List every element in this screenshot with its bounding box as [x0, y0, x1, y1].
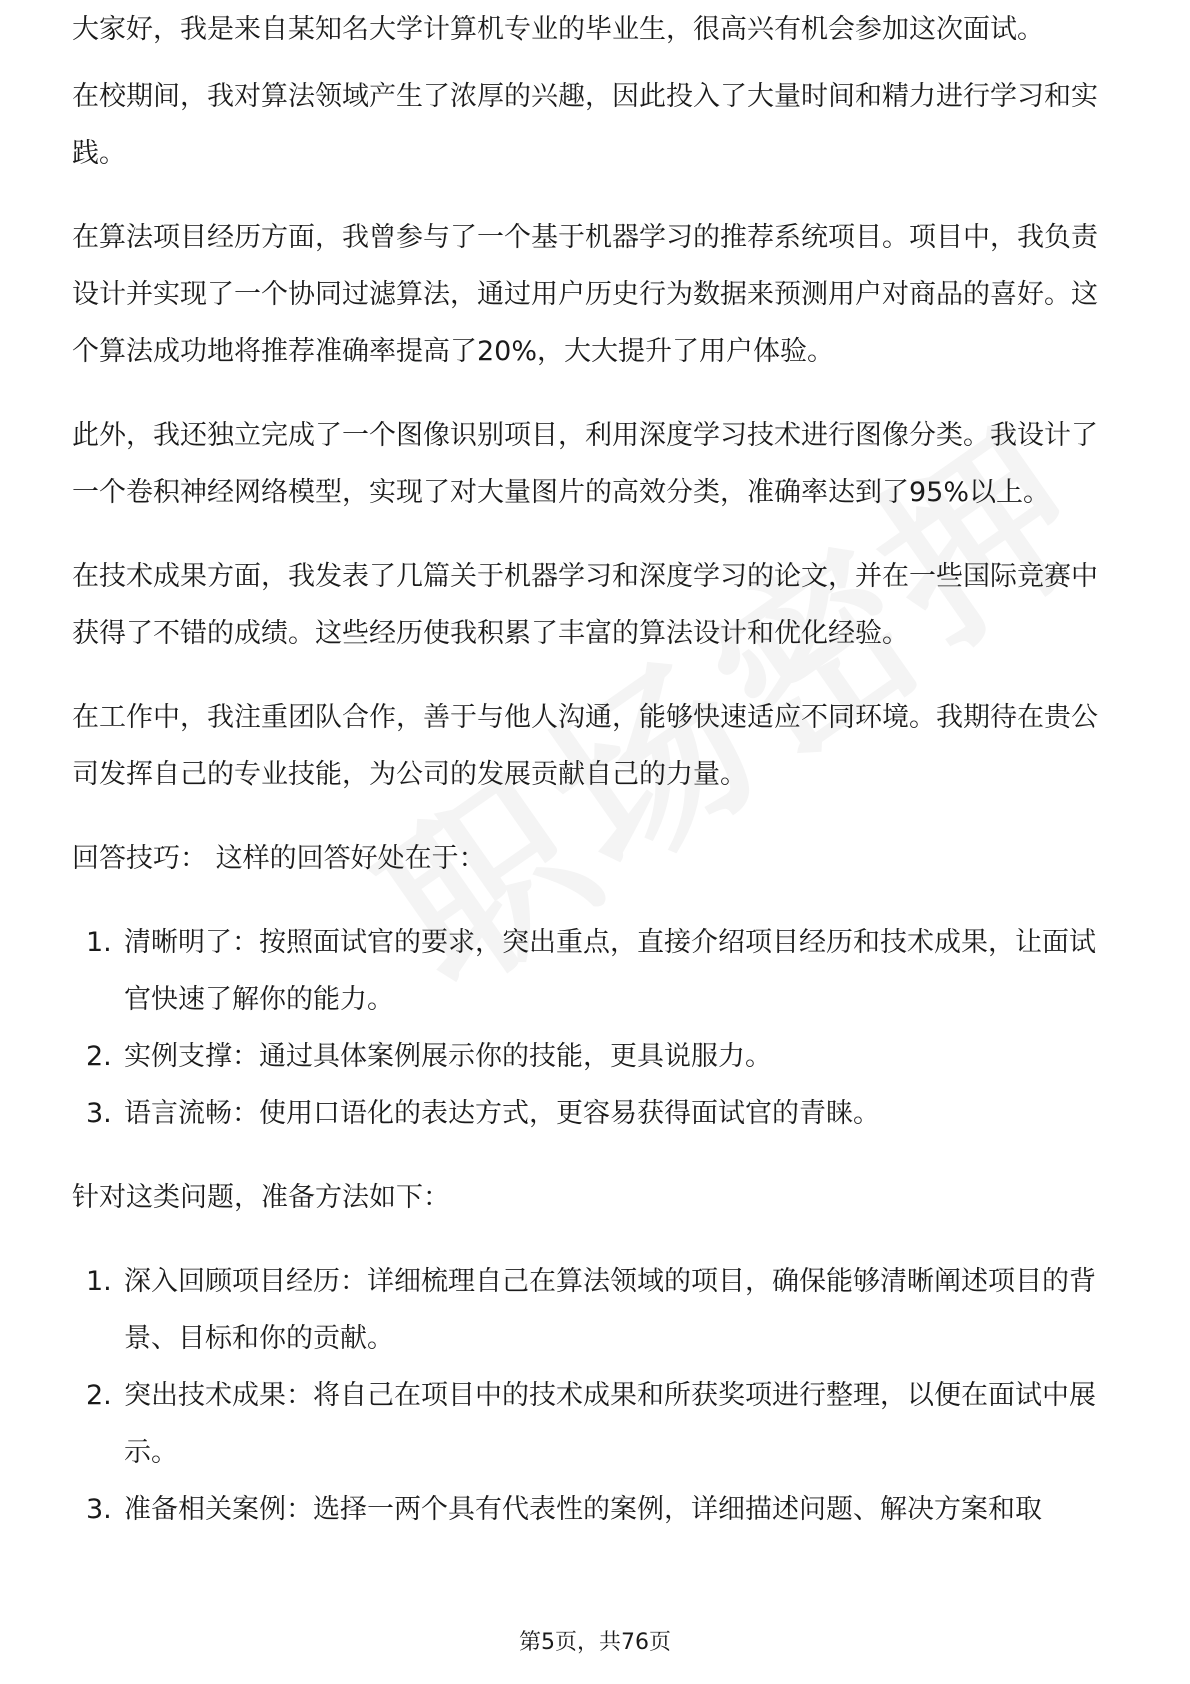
paragraph-5: 在工作中，我注重团队合作，善于与他人沟通，能够快速适应不同环境。我期待在贵公司发挥自己的专业技能，为公司的发展贡献自己的力量。: [72, 702, 1098, 790]
tips-list: [72, 914, 1122, 1142]
list-number: 3.: [86, 1098, 112, 1129]
page-footer: 第5页，共76页: [519, 1630, 671, 1655]
page-content: [72, 14, 1122, 1565]
list-number: 2.: [86, 1380, 112, 1411]
list-text: 深入回顾项目经历：详细梳理自己在算法领域的项目，确保能够清晰阐述项目的背景、目标和你的贡献。: [124, 1266, 1096, 1354]
tips-heading: 回答技巧： 这样的回答好处在于：: [72, 843, 486, 874]
list-text: 准备相关案例：选择一两个具有代表性的案例，详细描述问题、解决方案和取: [124, 1494, 1042, 1525]
list-number: 1.: [86, 927, 112, 958]
list-text: 清晰明了：按照面试官的要求，突出重点，直接介绍项目经历和技术成果，让面试官快速了解你的能力。: [124, 927, 1096, 1015]
paragraph-2: 在算法项目经历方面，我曾参与了一个基于机器学习的推荐系统项目。项目中，我负责设计并实现了一个协同过滤算法，通过用户历史行为数据来预测用户对商品的喜好。这个算法成功地将推荐准确率提高了20%，大大提升了用户体验。: [72, 222, 1098, 367]
list-item: [72, 1085, 1122, 1142]
list-item: [72, 1367, 1122, 1481]
paragraph-3: 此外，我还独立完成了一个图像识别项目，利用深度学习技术进行图像分类。我设计了一个卷积神经网络模型，实现了对大量图片的高效分类，准确率达到了95%以上。: [72, 420, 1098, 508]
paragraph-4: 在技术成果方面，我发表了几篇关于机器学习和深度学习的论文，并在一些国际竞赛中获得了不错的成绩。这些经历使我积累了丰富的算法设计和优化经验。: [72, 561, 1098, 649]
list-text: 实例支撑：通过具体案例展示你的技能，更具说服力。: [124, 1041, 772, 1072]
list-number: 1.: [86, 1266, 112, 1297]
paragraph-1: 在校期间，我对算法领域产生了浓厚的兴趣，因此投入了大量时间和精力进行学习和实践。: [72, 81, 1098, 169]
list-item: [72, 1028, 1122, 1085]
prep-heading: 针对这类问题，准备方法如下：: [72, 1182, 450, 1213]
cut-off-line: 大家好，我是来自某知名大学计算机专业的毕业生，很高兴有机会参加这次面试。: [72, 14, 1044, 45]
list-item: [72, 914, 1122, 1028]
list-text: 语言流畅：使用口语化的表达方式，更容易获得面试官的青睐。: [124, 1098, 880, 1129]
prep-list: [72, 1253, 1122, 1538]
list-item: [72, 1253, 1122, 1367]
list-text: 突出技术成果：将自己在项目中的技术成果和所获奖项进行整理，以便在面试中展示。: [124, 1380, 1096, 1468]
list-item: [72, 1481, 1122, 1538]
list-number: 2.: [86, 1041, 112, 1072]
list-number: 3.: [86, 1494, 112, 1525]
